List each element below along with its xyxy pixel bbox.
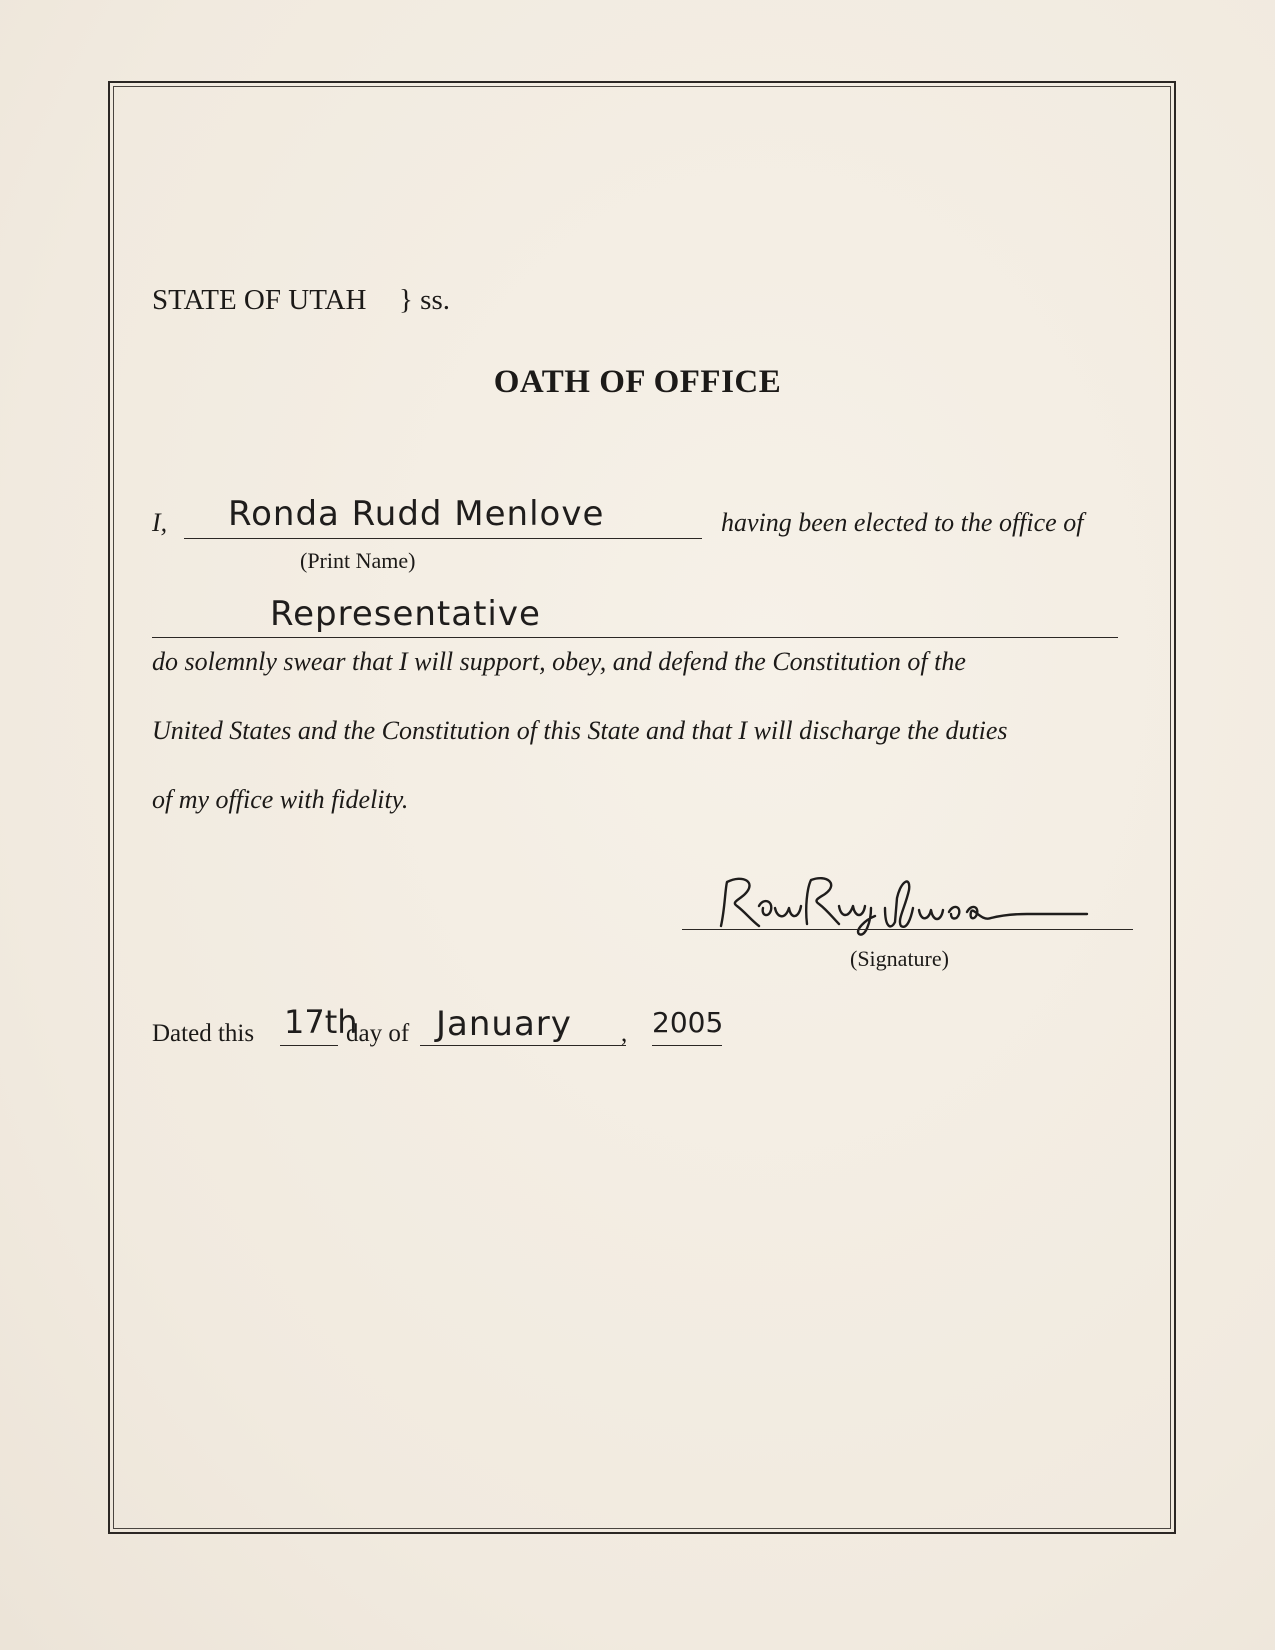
intro-suffix: having been elected to the office of: [721, 508, 1084, 537]
document-title: OATH OF OFFICE: [493, 364, 782, 400]
signature-underline: [682, 929, 1133, 930]
signature-label: (Signature): [850, 946, 949, 971]
year-handwritten: 2005: [652, 1006, 724, 1039]
oath-line-1: do solemnly swear that I will support, obey, and defend the Constitution of the: [152, 647, 966, 676]
day-underline: [280, 1045, 338, 1046]
month-handwritten: January: [436, 1004, 572, 1044]
oath-line-2: United States and the Constitution of this State and that I will discharge the duties: [152, 716, 1008, 745]
dated-prefix: Dated this: [152, 1020, 255, 1047]
ss-mark: } ss.: [398, 284, 450, 316]
day-handwritten: 17th: [284, 1003, 358, 1041]
oath-line-3: of my office with fidelity.: [152, 785, 409, 814]
year-underline: [652, 1045, 722, 1046]
office-underline: [152, 637, 1118, 638]
office-handwritten: Representative: [270, 594, 541, 634]
intro-prefix: I,: [152, 508, 168, 537]
date-comma: ,: [621, 1020, 628, 1047]
jurisdiction: STATE OF UTAH: [152, 284, 367, 316]
month-underline: [420, 1045, 626, 1046]
day-of-label: day of: [346, 1020, 410, 1047]
name-underline: [184, 538, 702, 539]
jurisdiction-line: [152, 284, 450, 317]
print-name-label: (Print Name): [300, 548, 416, 573]
printed-name-handwritten: Ronda Rudd Menlove: [228, 494, 605, 534]
